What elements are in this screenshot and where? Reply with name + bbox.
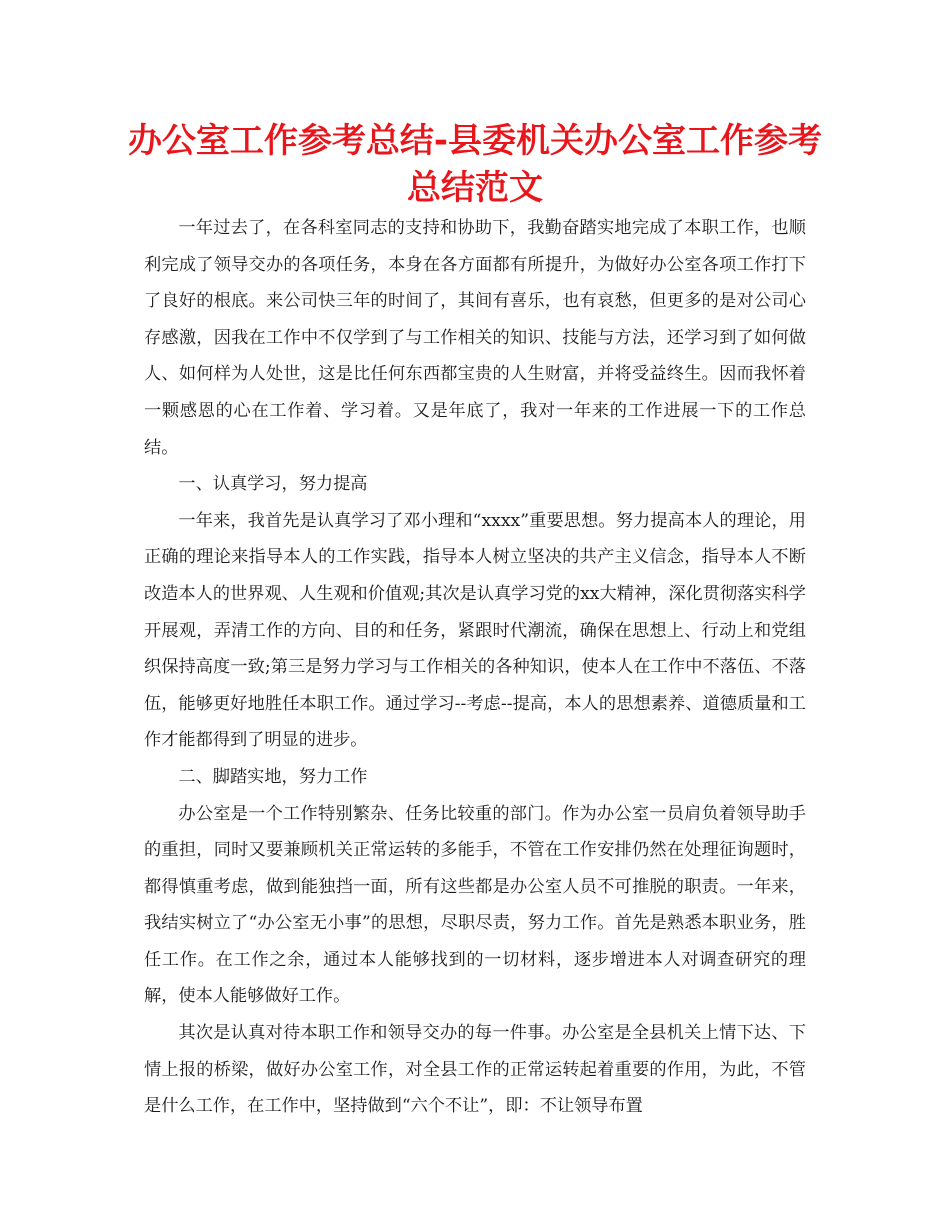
document-body [144, 210, 806, 1125]
paragraph-study: 一年来，我首先是认真学习了邓小理和“xxxx”重要思想。努力提高本人的理论，用正确的理论来指导本人的工作实践，指导本人树立坚决的共产主义信念，指导本人不断改造本人的世界观、人生观和价值观;其次是认真学习党的xx大精神，深化贯彻落实科学开展观，弄清工作的方向、目的和任务，紧跟时代潮流，确保在思想上、行动上和党组织保持高度一致;第三是努力学习与工作相关的各种知识，使本人在工作中不落伍、不落伍，能够更好地胜任本职工作。通过学习--考虑--提高，本人的思想素养、道德质量和工作才能都得到了明显的进步。 [144, 510, 806, 751]
paragraph-office-role: 办公室是一个工作特别繁杂、任务比较重的部门。作为办公室一员肩负着领导助手的重担，同时又要兼顾机关正常运转的多能手，不管在工作安排仍然在处理征询题时，都得慎重考虑，做到能独挡一面，所有这些都是办公室人员不可推脱的职责。一年来，我结实树立了“办公室无小事”的思想，尽职尽责，努力工作。首先是熟悉本职业务，胜任工作。在工作之余，通过本人能够找到的一切材料，逐步增进本人对调查研究的理解，使本人能够做好工作。 [144, 803, 806, 1007]
section-heading-work: 二、脚踏实地，努力工作 [178, 766, 368, 787]
section-heading-study: 一、认真学习，努力提高 [178, 474, 368, 495]
paragraph-intro: 一年过去了，在各科室同志的支持和协助下，我勤奋踏实地完成了本职工作，也顺利完成了领导交办的各项任务，本身在各方面都有所提升，为做好办公室各项工作打下了良好的根底。来公司快三年的时间了，其间有喜乐，也有哀愁，但更多的是对公司心存感激，因我在工作中不仅学到了与工作相关的知识、技能与方法，还学习到了如何做人、如何样为人处世，这是比任何东西都宝贵的人生财富，并将受益终生。因而我怀着一颗感恩的心在工作着、学习着。又是年底了，我对一年来的工作进展一下的工作总结。 [144, 218, 806, 458]
paragraph-duties: 其次是认真对待本职工作和领导交办的每一件事。办公室是全县机关上情下达、下情上报的桥梁，做好办公室工作，对全县工作的正常运转起着重要的作用，为此，不管是什么工作，在工作中，坚持做到“六个不让”，即：不让领导布置 [144, 1023, 806, 1117]
document-title: 办公室工作参考总结-县委机关办公室工作参考总结范文 [127, 121, 823, 208]
